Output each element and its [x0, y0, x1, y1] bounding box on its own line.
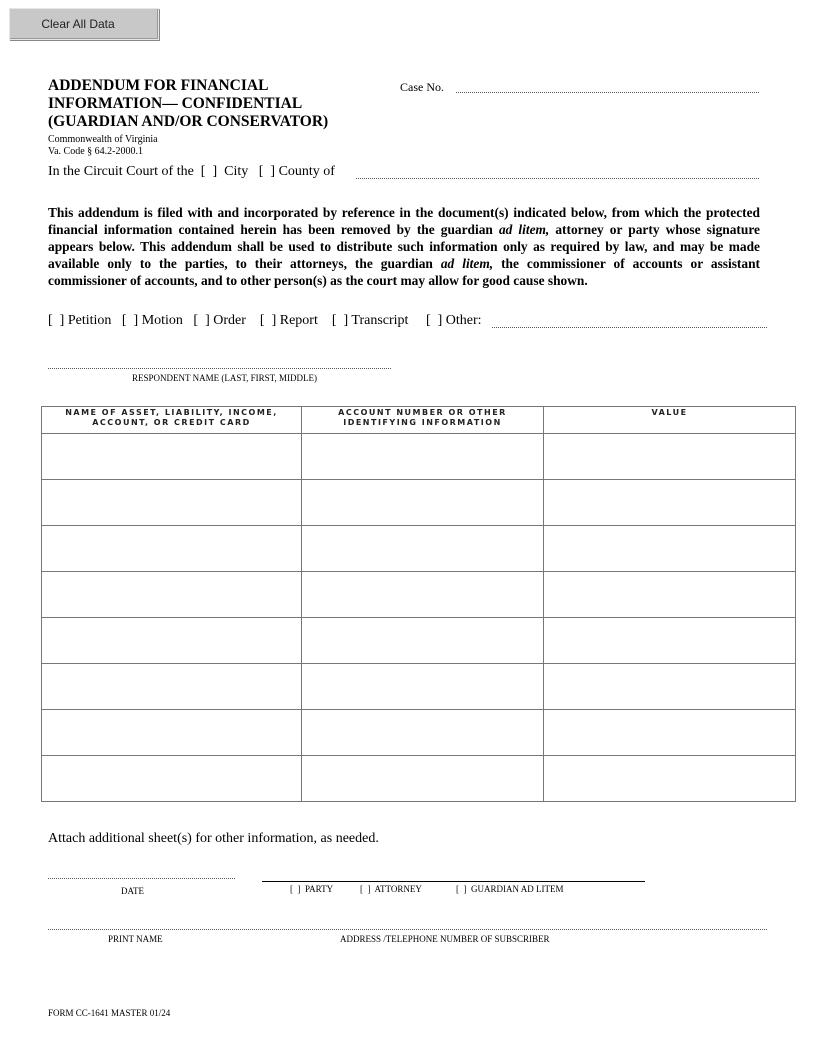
table-row	[42, 526, 796, 572]
date-field[interactable]	[48, 878, 235, 879]
account-number-cell[interactable]	[302, 572, 544, 618]
column-header-line: NAME OF ASSET, LIABILITY, INCOME,	[65, 408, 278, 417]
table-row	[42, 572, 796, 618]
value-cell[interactable]	[544, 664, 796, 710]
asset-name-cell[interactable]	[42, 664, 302, 710]
role-party[interactable]: [ ] PARTY	[290, 884, 334, 894]
account-number-cell[interactable]	[302, 756, 544, 802]
title-line: (GUARDIAN AND/OR CONSERVATOR)	[48, 113, 329, 130]
column-header-line: ACCOUNT NUMBER OR OTHER	[338, 408, 507, 417]
statement-segment: ad litem,	[440, 256, 494, 271]
case-no-label: Case No.	[400, 80, 444, 94]
other-document-field[interactable]	[492, 327, 767, 328]
statement-segment: ad litem,	[498, 222, 550, 237]
account-number-cell[interactable]	[302, 664, 544, 710]
asset-name-cell[interactable]	[42, 480, 302, 526]
table-row	[42, 480, 796, 526]
asset-name-cell[interactable]	[42, 434, 302, 480]
statement-segment: This addendum is filed with and incorporated by reference in the document(s) indicated below, from which the protected financial information contained herein has been removed by the guardian	[48, 205, 760, 237]
title-line: ADDENDUM FOR FINANCIAL	[48, 77, 269, 94]
asset-name-cell[interactable]	[42, 756, 302, 802]
column-header	[302, 407, 544, 434]
asset-name-cell[interactable]	[42, 526, 302, 572]
account-number-cell[interactable]	[302, 526, 544, 572]
county-field[interactable]	[356, 178, 759, 179]
column-header-line: IDENTIFYING INFORMATION	[343, 418, 502, 427]
address-label: ADDRESS /TELEPHONE NUMBER OF SUBSCRIBER	[340, 934, 550, 944]
account-number-cell[interactable]	[302, 480, 544, 526]
table-row	[42, 710, 796, 756]
jurisdiction: Commonwealth of Virginia	[48, 134, 158, 145]
table-row	[42, 664, 796, 710]
account-number-cell[interactable]	[302, 618, 544, 664]
asset-name-cell[interactable]	[42, 710, 302, 756]
form-id: FORM CC-1641 MASTER 01/24	[48, 1008, 171, 1018]
asset-name-cell[interactable]	[42, 572, 302, 618]
statement-segment: the commissioner of accounts or assistant commissioner of accounts, and to other person(s) as the court may allow for good cause shown.	[48, 256, 760, 288]
value-cell[interactable]	[544, 618, 796, 664]
value-cell[interactable]	[544, 480, 796, 526]
role-guardian-ad-litem[interactable]: [ ] GUARDIAN AD LITEM	[456, 884, 564, 894]
date-label: DATE	[121, 886, 144, 896]
code-citation: Va. Code § 64.2-2000.1	[48, 146, 143, 157]
role-attorney[interactable]: [ ] ATTORNEY	[360, 884, 422, 894]
case-no-field[interactable]	[456, 92, 759, 93]
respondent-name-label: RESPONDENT NAME (LAST, FIRST, MIDDLE)	[132, 373, 318, 383]
asset-name-cell[interactable]	[42, 618, 302, 664]
document-type-options[interactable]: [ ] Petition [ ] Motion [ ] Order [ ] Report [ ] Transcript [ ] Other:	[48, 313, 482, 328]
name-address-field[interactable]	[48, 929, 767, 930]
confidentiality-statement	[48, 204, 760, 289]
table-header-row	[42, 407, 796, 434]
column-header	[42, 407, 302, 434]
value-cell[interactable]	[544, 710, 796, 756]
value-cell[interactable]	[544, 434, 796, 480]
account-number-cell[interactable]	[302, 710, 544, 756]
statement-segment: attorney or party whose signature appears below. This addendum shall be used to distribute such information only as required by law, and may be made available only to the parties, to their attorneys, the guardian	[48, 222, 760, 271]
financial-info-table	[41, 406, 796, 802]
print-name-label: PRINT NAME	[108, 934, 163, 944]
title-line: INFORMATION— CONFIDENTIAL	[48, 95, 303, 112]
column-header-line: VALUE	[651, 408, 688, 417]
clear-all-data-button[interactable]: Clear All Data	[9, 8, 159, 40]
column-header-line: ACCOUNT, OR CREDIT CARD	[92, 418, 251, 427]
table-row	[42, 434, 796, 480]
value-cell[interactable]	[544, 572, 796, 618]
account-number-cell[interactable]	[302, 434, 544, 480]
signature-line[interactable]	[262, 881, 645, 882]
column-header	[544, 407, 796, 434]
value-cell[interactable]	[544, 526, 796, 572]
table-row	[42, 618, 796, 664]
respondent-name-field[interactable]	[48, 368, 391, 369]
value-cell[interactable]	[544, 756, 796, 802]
table-row	[42, 756, 796, 802]
attach-note: Attach additional sheet(s) for other information, as needed.	[48, 831, 379, 846]
form-title	[48, 77, 328, 131]
court-line: In the Circuit Court of the [ ] City [ ] County of	[48, 164, 335, 179]
